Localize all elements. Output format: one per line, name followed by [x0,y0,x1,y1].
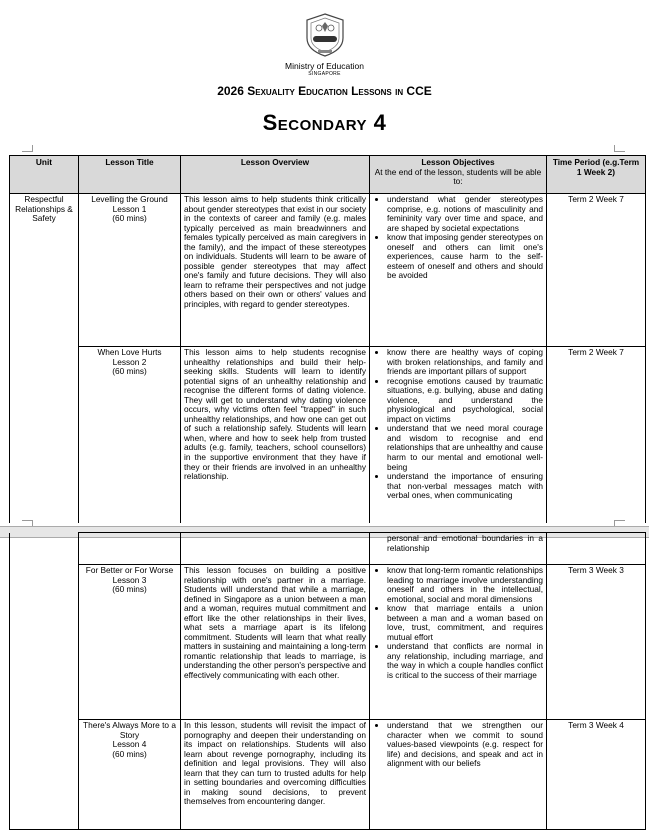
unit-cell: Respectful Relationships & Safety [10,194,79,523]
lesson-time-period: Term 2 Week 7 [547,194,646,347]
table-row [10,720,646,830]
lesson-time-continued [547,533,646,565]
objective-item: • know that long-term romantic relationships leading to marriage involve understanding oneself and others in the intellectual, emotional, social and moral dimensions [387,566,543,604]
table-row [10,565,646,720]
objective-item: • know there are healthy ways of coping with broken relationships, and family and friends are important pillars of support [387,348,543,377]
margin-corner-mark [614,145,625,152]
unit-cell-continued [10,533,79,830]
header-time-period: Time Period (e.g.Term 1 Week 2) [547,156,646,194]
objective-item: • know that imposing gender stereotypes on oneself and others can limit one's experiences, cause harm to the self-esteem of oneself and others and should be avoided [387,233,543,281]
margin-corner-mark [22,145,33,152]
header-lesson-title: Lesson Title [79,156,181,194]
objective-item: • understand that we strengthen our character when we commit to sound values-based viewpoints (e.g. respect for life) and decisions, and speak and act in alignment with our beliefs [387,721,543,769]
document-title: 2026 Sexuality Education Lessons in CCE [217,84,432,98]
lessons-table-page-1 [9,155,646,523]
objective-item: • understand what gender stereotypes comprise, e.g. notions of masculinity and femininity vary over time and space, and are shaped by societal expectations [387,195,543,233]
objective-item: • know that marriage entails a union between a man and a woman based on love, trust, commitment, and requires mutual effort [387,604,543,642]
lesson-time-period: Term 3 Week 3 [547,565,646,720]
lesson-objectives-continued [370,533,547,565]
table-header-row [10,156,646,194]
lesson-overview: This lesson aims to help students think critically about gender stereotypes that exist in our society in the contexts of career and family (e.g. males typically perceived as main breadwinners and females typically perceived as main caregivers in the family), and the impact of these stereotypes on individuals. Students will learn to be aware of possible gender stereotypes that may affect one's family and future decisions. They will also learn to reframe their perspectives and not judge others based on their own or others' values and principles, with regard to gender stereotypes. [181,194,370,347]
lesson-objectives [370,720,547,830]
lesson-objectives [370,565,547,720]
table-row [10,347,646,523]
lesson-overview: This lesson aims to help students recognise unhealthy relationships and build their help-seeking skills. Students will learn to identify potential signs of an unhealthy relationship and recognise the different forms of dating violence. They will get to understand why dating violence occurs, why victims often feel "trapped" in such unhealthy relationships, and how one can get out of such a relationship safely. Students will learn when, where and how to seek help from trusted adults (e.g. family, teachers, school counsellors) in the supportive environment that they have if they or their friends are involved in an unhealthy relationship. [181,347,370,523]
table-row [10,194,646,347]
header-lesson-objectives [370,156,547,194]
lesson-time-period: Term 2 Week 7 [547,347,646,523]
ministry-crest-icon [303,12,347,58]
lesson-title: There's Always More to a Story Lesson 4 (60 mins) [79,720,181,830]
ministry-country: SINGAPORE [308,71,341,77]
table-row [10,533,646,565]
header-lesson-overview: Lesson Overview [181,156,370,194]
objective-item: • understand the importance of ensuring that non-verbal messages match with verbal ones, when communicating [387,472,543,501]
lesson-overview: In this lesson, students will revisit the impact of pornography and deepen their understanding on its impact on relationships. Students will also learn about revenge pornography, including its definition and legal provisions. They will also learn that they can turn to trusted adults for help in setting boundaries and overcoming difficulties in making sound decisions, to prevent themselves from encountering danger. [181,720,370,830]
page-heading: Secondary 4 [262,110,387,135]
lesson-overview: This lesson focuses on building a positive relationship with one's partner in a marriage. Students will understand that while a marriage, defined in Singapore as a union between a man and a woman, requires mutual commitment and effort like the other relationships in their lives, what sets a marriage apart is its lifelong commitment. Students will learn that what really matters in sustaining and maintaining a long-term romantic relationship that leads to marriage, is understanding the other person's perspective and effectively communicating with each other. [181,565,370,720]
header-lesson-objectives-sub: At the end of the lesson, students will be able to: [374,166,542,187]
header-unit: Unit [10,156,79,194]
ministry-name-block [0,61,649,77]
lesson-overview-continued [181,533,370,565]
lesson-objectives [370,194,547,347]
header-lesson-objectives-label: Lesson Objectives [421,157,495,167]
lessons-table-page-2 [9,532,646,830]
objective-item: • understand that we need moral courage and wisdom to recognise and end relationships that are unhealthy and cause harm to our mental and emotional well-being [387,424,543,472]
lesson-objectives [370,347,547,523]
lesson-title: For Better or For Worse Lesson 3 (60 mins) [79,565,181,720]
objective-item: • understand that conflicts are normal in any relationship, including marriage, and the way in which a couple handles conflict is critical to the success of their marriage [387,642,543,680]
lesson-title: When Love Hurts Lesson 2 (60 mins) [79,347,181,523]
objective-continued-text: personal and emotional boundaries in a relationship [387,533,543,553]
lesson-title-continued [79,533,181,565]
ministry-name: Ministry of Education [285,61,364,71]
lesson-time-period: Term 3 Week 4 [547,720,646,830]
objective-item: • recognise emotions caused by traumatic situations, e.g. bullying, abuse and dating violence, and understand the physiological and psychological, social impact on victims [387,377,543,425]
lesson-title: Levelling the Ground Lesson 1 (60 mins) [79,194,181,347]
